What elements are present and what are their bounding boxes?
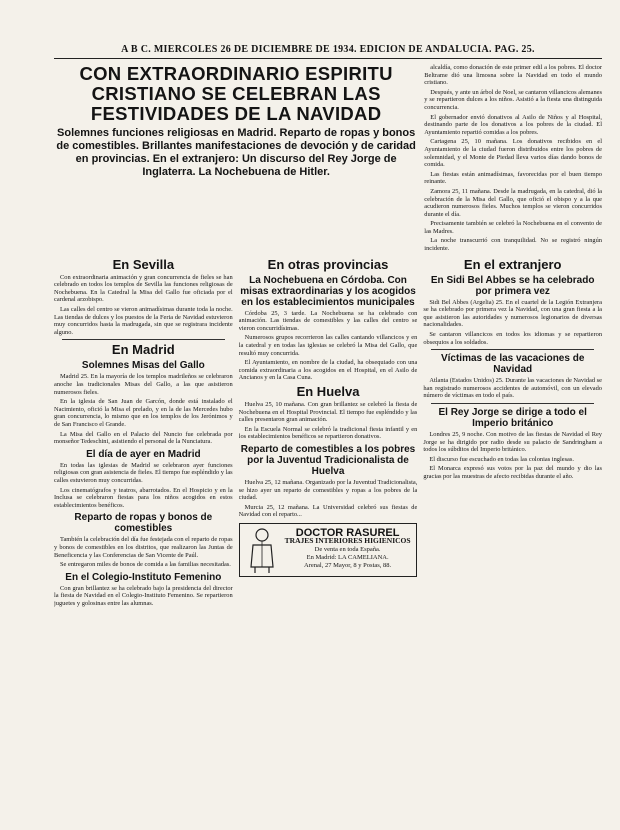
ad-row <box>243 527 414 573</box>
paragraph: Numerosos grupos recorrieron las calles cantando villancicos y en la catedral y en todas las iglesias se celebró la Misa del Gallo, que resultó muy concurrida. <box>238 334 418 357</box>
paragraph: Murcia 25, 12 mañana. La Universidad celebró sus fiestas de Navidad con el reparto... <box>238 503 418 519</box>
paragraph: El Monarca expresó sus votos por la paz del mundo y dio las gracias por las muestras de afecto recibidas durante el año. <box>423 465 603 480</box>
main-headline: CON EXTRAORDINARIO ESPIRITU CRISTIANO SE CELEBRAN LAS FESTIVIDADES DE LA NAVIDAD <box>79 63 393 124</box>
paragraph: Precisamente también se celebró la Nochebuena en el convento de las Madres. <box>424 220 602 235</box>
ad-line <box>285 537 411 546</box>
paragraph: También la celebración del día fue festejada con el reparto de ropas y bonos de comestibles en los distritos, que realizaron las Juntas de Beneficencia y las Conferencias de San Vicente de Paúl. <box>54 536 233 559</box>
ad-text <box>284 526 411 571</box>
paragraph: Huelva 25, 12 mañana. Organizado por la Juventud Tradicionalista, se hizo ayer un reparto de comestibles y ropas a los pobres de la ciudad. <box>238 478 418 502</box>
advertisement-rasurel <box>239 523 418 577</box>
paragraph: Los cinematógrafos y teatros, abarrotados. En el Hospicio y en la Inclusa se celebraron fiestas para los niños acogidos en estos establecimientos benéficos. <box>54 486 233 509</box>
paragraph: El gobernador envió donativos al Asilo de Niños y al Hospital, destinando parte de los donativos a los pobres de la ciudad. El Ayuntamiento repartió comidas a los pobres. <box>424 113 602 136</box>
subtitle-victimas: Víctimas de las vacaciones de Navidad <box>440 353 585 376</box>
section-title-provincias: En otras provincias <box>267 256 389 272</box>
top-left <box>54 64 418 255</box>
section-title-dia: El día de ayer en Madrid <box>86 448 201 460</box>
column-3 <box>423 255 602 610</box>
paragraph: Se entregaron miles de bonos de comida a las familias necesitadas. <box>60 561 231 569</box>
paragraph: alcaldía, como donación de este primer edil a los pobres. El doctor Beltrame dió una limosna sobre la Navidad en todo el mundo cristiano. <box>424 64 602 87</box>
section-title-colegio: En el Colegio-Instituto Femenino <box>65 571 222 583</box>
divider <box>431 349 594 350</box>
paragraph: En la Escuela Normal se celebró la tradicional fiesta infantil y en los establecimientos benéficos se repartieron donativos. <box>238 425 418 441</box>
section-title-extranjero: En el extranjero <box>463 256 562 272</box>
paragraph: Se cantaron villancicos en todos los idiomas y se repartieron obsequios a los soldados. <box>423 331 603 346</box>
running-head: A B C. MIERCOLES 26 DE DICIEMBRE DE 1934. EDICION DE ANDALUCIA. PAG. 25. <box>54 44 602 59</box>
ad-line: De venta en toda España. <box>314 546 381 554</box>
column-1 <box>54 255 233 610</box>
paragraph: El Ayuntamiento, en nombre de la ciudad, ha obsequiado con una comida extraordinaria a los acogidos en el Hospital, en el Asilo de Ancianos y en la Casa Cuna. <box>238 359 418 382</box>
column-2 <box>239 255 418 610</box>
paragraph: Sidi Bel Abbes (Argelia) 25. En el cuartel de la Legión Extranjera se ha celebrado por primera vez la Navidad, con una gran fiesta a la que asistieron las autoridades y numerosos legionarios de diversas nacionalidades. <box>423 298 603 329</box>
top-right-column <box>424 64 602 255</box>
lower-columns <box>54 255 602 610</box>
paragraph: Huelva 25, 10 mañana. Con gran brillantez se celebró la fiesta de Nochebuena en el Hospital Provincial. El tiempo fue espléndido y las calles presentaron gran animación. <box>238 401 418 424</box>
ad-line: En Madrid: LA CAMELIANA. <box>306 554 389 562</box>
paragraph: Con gran brillantez se ha celebrado bajo la presidencia del director la fiesta de Navidad en el Colegio-Instituto Femenino. Se repartieron juguetes y golosinas entre las alumnas. <box>54 584 233 607</box>
paragraph: La Misa del Gallo en el Palacio del Nuncio fue celebrada por monseñor Tedeschini, asistiendo el personal de la Nunciatura. <box>54 430 233 446</box>
subtitle-reparto-huelva: Reparto de comestibles a los pobres por la Juventud Tradicionalista de Huelva <box>240 443 416 477</box>
headline-deck: Solemnes funciones religiosas en Madrid. Reparto de ropas y bonos de comestibles. Brillantes manifestaciones de devoción y de caridad en provincias. En el extranjero: Un discurso del Rey Jorge de Inglaterra. La Nochebuena de Hitler. <box>56 127 416 178</box>
paragraph: Después, y ante un árbol de Noel, se cantaron villancicos alemanes y se repartieron dulces a los niños. Asistió a la fiesta una distinguida concurrencia. <box>424 88 602 111</box>
section-title-reparto: Reparto de ropas y bonos de comestibles <box>74 512 213 535</box>
paragraph: Atlanta (Estados Unidos) 25. Durante las vacaciones de Navidad se han registrado numerosos accidentes de automóvil, con un elevado número de víctimas en todo el país. <box>423 377 603 400</box>
paragraph: Londres 25, 9 noche. Con motivo de las fiestas de Navidad el Rey Jorge se ha dirigido por radio desde su palacio de Sandringham a todos los súbditos del Imperio británico. <box>423 431 603 454</box>
ad-product: TRAJES INTERIORES HIGIENICOS <box>284 536 411 546</box>
divider <box>431 403 594 404</box>
paragraph: En todas las iglesias de Madrid se celebraron ayer funciones religiosas con gran asistencia de fieles. El tiempo fue espléndido y las calles estuvieron muy concurridas. <box>54 461 233 484</box>
paragraph: Cartagena 25, 10 mañana. Los donativos recibidos en el Ayuntamiento de la ciudad fueron distribuidos entre los pobres de solemnidad, y el Monte de Piedad lleva varios días dando bonos de comida. <box>424 138 602 169</box>
paragraph: Córdoba 25, 3 tarde. La Nochebuena se ha celebrado con animación. Las tiendas de comestibles y las calles del centro se vieron concurridísimas. <box>238 309 418 332</box>
divider <box>62 339 225 340</box>
section-title-madrid: En Madrid <box>111 342 175 358</box>
section-title-sevilla: En Sevilla <box>112 256 175 272</box>
paragraph: Con extraordinaria animación y gran concurrencia de fieles se han celebrado en todos los templos de Sevilla las funciones religiosas de Nochebuena. En la Catedral la Misa del Gallo fue oficiada por el cardenal arzobispo. <box>54 273 233 304</box>
ad-brand: DOCTOR RASUREL <box>295 526 400 539</box>
section-title-huelva: En Huelva <box>296 384 360 399</box>
subtitle-rey-jorge: El Rey Jorge se dirige a todo el Imperio británico <box>438 407 587 429</box>
paragraph: Madrid 25. En la mayoría de los templos madrileños se celebraron anoche las tradicionales Misas del Gallo, a las que asistieron numerosos fieles. <box>54 373 233 396</box>
ad-line: Arenal, 27 Mayor, 8 y Postas, 88. <box>304 562 392 570</box>
paragraph: El discurso fue escuchado en todas las colonias inglesas. <box>429 455 574 463</box>
paragraph: En la iglesia de San Juan de Garcón, donde está instalado el Nacimiento, ofició la Misa el prelado, y en la de las Mercedes hubo gran concurrencia, lo mismo que en los templos de los Jerónimos y de San Francisco el Grande. <box>54 398 233 428</box>
paragraph: Las fiestas están animadísimas, favorecidas por el buen tiempo reinante. <box>424 170 602 186</box>
paragraph: La noche transcurrió con tranquilidad. No se registró ningún incidente. <box>424 237 602 253</box>
subtitle-sidi: En Sidi Bel Abbes se ha celebrado por primera vez <box>430 274 595 297</box>
paragraph: Zamora 25, 11 mañana. Desde la madrugada, en la catedral, dió la celebración de la Misa del Gallo, que ofició el obispo y a la que acudieron numerosos fieles. Muchos templos se vieron concurridos durante el día. <box>424 187 602 218</box>
subtitle-misas: Solemnes Misas del Gallo <box>81 360 205 372</box>
paragraph: Las calles del centro se vieron animadísimas durante toda la noche. Las tiendas de dulces y los puestos de la Feria de Navidad estuvieron muy concurridos hasta la madrugada, sin que se registrara incidente alguno. <box>54 306 233 336</box>
figure-illustration-icon <box>243 527 281 573</box>
top-section <box>54 64 602 255</box>
subtitle-cordoba: La Nochebuena en Córdoba. Con misas extraordinarias y los acogidos en los establecimientos municipales <box>240 274 416 308</box>
